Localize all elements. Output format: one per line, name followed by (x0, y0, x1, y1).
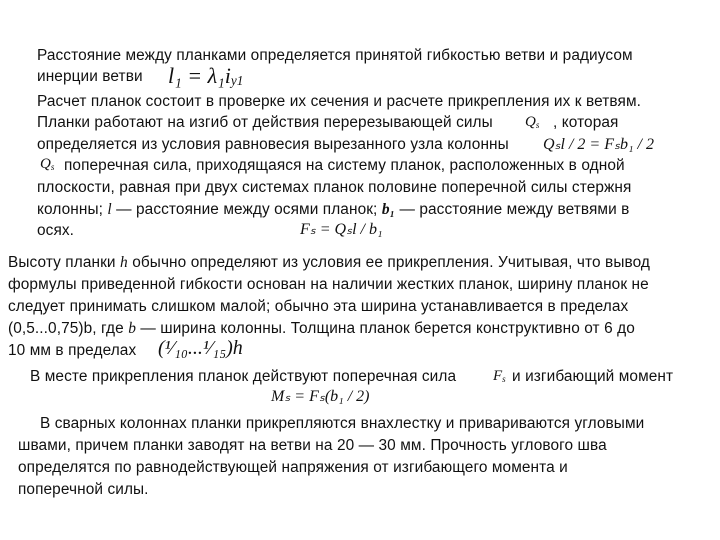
shear-force-letter: Q (40, 156, 51, 172)
text-line: инерции ветви (37, 68, 143, 85)
slenderness-formula (168, 63, 243, 89)
text-line: Расчет планок состоит в проверке их сечения и расчете прикрепления их к ветвям. (37, 93, 642, 110)
equilibrium-formula: Qₛl / 2 = Fₛb₁ / 2 (543, 136, 654, 153)
symbol-h: h (120, 254, 128, 271)
text-line: определятся по равнодействующей напряжения от изгибающего момента и (18, 459, 568, 476)
text-line: и изгибающий момент (512, 368, 674, 385)
force-symbol (493, 368, 506, 385)
text-fragment: — расстояние между осями планок; (116, 201, 378, 218)
text-fragment: — ширина колонны. Толщина планок берется конструктивно от 6 до (140, 320, 635, 337)
force-subscript: s (502, 374, 506, 384)
text-line: В месте прикрепления планок действуют поперечная сила (30, 368, 457, 385)
force-letter: F (493, 368, 503, 384)
text-line: следует принимать слишком малой; обычно эта ширина устанавливается в пределах (8, 298, 629, 315)
text-line: 10 мм в пределах (8, 342, 137, 359)
shear-force-symbol (525, 114, 539, 131)
text-line (8, 319, 635, 339)
range-formula: (¹⁄₁₀...¹⁄₁₅)h (158, 337, 243, 359)
text-fragment: колонны; (37, 201, 103, 218)
text-fragment: обычно определяют из условия ее прикрепления. Учитывая, что вывод (132, 254, 651, 271)
text-line: Планки работают на изгиб от действия перерезывающей силы (37, 114, 493, 131)
shear-force-letter: Q (525, 114, 536, 130)
shear-force-symbol (40, 156, 54, 173)
text-line: , которая (553, 114, 619, 131)
shear-force-subscript: s (50, 162, 55, 172)
text-fragment: — расстояние между ветвями в (399, 201, 630, 218)
text-line: В сварных колоннах планки прикрепляются внахлестку и привариваются угловыми (40, 415, 645, 432)
text-line (8, 253, 650, 273)
text-line: поперечной силы. (18, 481, 149, 498)
text-line: определяется из условия равновесия вырезанного узла колонны (37, 136, 509, 153)
text-line (37, 200, 629, 220)
text-line: Расстояние между планками определяется принятой гибкостью ветви и радиусом (37, 47, 633, 64)
text-fragment: Высоту планки (8, 254, 116, 271)
text-line: швами, причем планки заводят на ветви на 20 — 30 мм. Прочность углового шва (18, 437, 607, 454)
text-line: плоскости, равная при двух системах планок половине поперечной силы стержня (37, 179, 632, 196)
symbol-b: b (128, 320, 136, 337)
force-formula: Fₛ = Qₛl / b₁ (300, 221, 383, 238)
moment-formula: Mₛ = Fₛ(b₁ / 2) (271, 388, 370, 405)
slenderness-formula-main: l₁ = λ₁i (168, 63, 231, 88)
slenderness-formula-sub: y1 (230, 73, 244, 88)
text-line: поперечная сила, приходящаяся на систему планок, расположенных в одной (64, 157, 625, 174)
text-fragment: (0,5...0,75)b, где (8, 320, 124, 337)
symbol-l: l (107, 201, 112, 218)
symbol-b1: b₁ (381, 201, 396, 218)
shear-force-subscript: s (535, 120, 540, 130)
text-line: осях. (37, 222, 75, 239)
text-line: формулы приведенной гибкости основан на наличии жестких планок, ширину планок не (8, 276, 649, 293)
